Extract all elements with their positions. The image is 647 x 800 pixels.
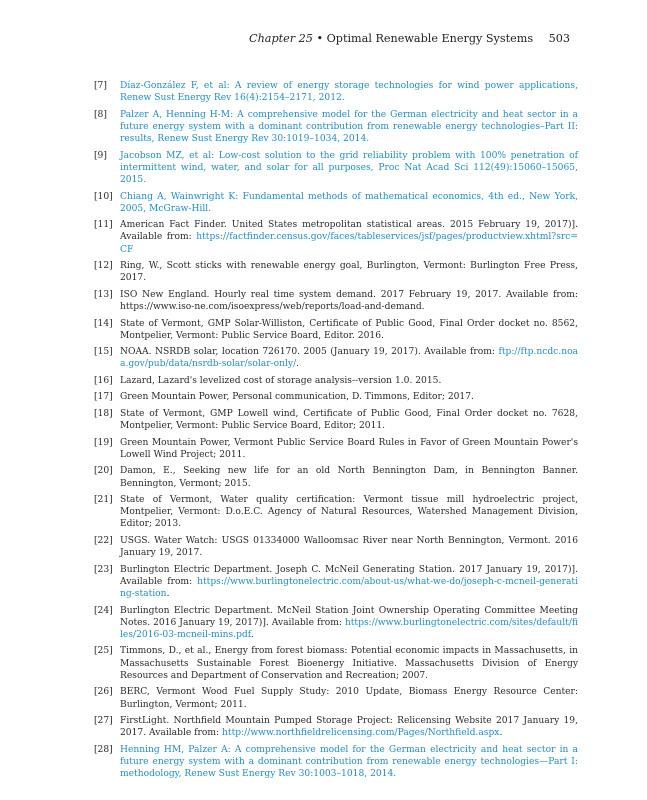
reference-text (120, 391, 578, 403)
reference-number: [19] (94, 437, 113, 448)
reference-text (120, 260, 578, 284)
header-bullet: • (316, 32, 324, 45)
reference-url-link[interactable]: ftp://ftp.ncdc.noaa.gov/pub/data/nsrdb-solar/solar-only/ (120, 347, 578, 370)
reference-number: [28] (94, 744, 113, 755)
reference-text (120, 408, 578, 432)
chapter-label: Chapter 25 (249, 32, 313, 45)
reference-citation: Ring, W., Scott sticks with renewable energy goal, Burlington, Vermont: Burlington Free Press, 2017. (120, 261, 578, 284)
reference-citation: FirstLight. Northfield Mountain Pumped Storage Project: Relicensing Website 2017 January 19, 2017. Available from: (120, 716, 578, 739)
reference-citation: Damon, E., Seeking new life for an old North Bennington Dam, in Bennington Banner. Bennington, Vermont; 2015. (120, 466, 578, 489)
reference-citation: Chiang A, Wainwright K: Fundamental methods of mathematical economics, 4th ed., New York, 2005, McGraw-Hill. (120, 191, 578, 214)
reference-text (120, 375, 578, 387)
reference-citation: State of Vermont, GMP Lowell wind, Certificate of Public Good, Final Order docket no. 7628, Montpelier, Vermont: Public Service Board, Editor; 2011. (120, 408, 578, 432)
reference-text[interactable] (120, 150, 578, 187)
reference-number: [23] (94, 564, 113, 575)
reference-item (94, 564, 578, 601)
reference-tail: . (499, 728, 503, 739)
reference-text (120, 686, 578, 710)
reference-item (94, 686, 578, 710)
reference-text (120, 645, 578, 682)
reference-item (94, 346, 578, 370)
reference-number: [16] (94, 375, 113, 386)
reference-text (120, 494, 578, 531)
reference-text (120, 346, 578, 370)
reference-citation: Palzer A, Henning H-M: A comprehensive model for the German electricity and heat sector in a future energy system with a dominant contribution from renewable energy technologies–Part II: results, Renew Sust Energy Rev 30:1019–1034, 2014. (120, 109, 578, 145)
reference-number: [20] (94, 466, 113, 477)
reference-citation: BERC, Vermont Wood Fuel Supply Study: 2010 Update, Biomass Energy Resource Center: Burlington, Vermont; 2011. (120, 687, 578, 710)
reference-citation: American Fact Finder. United States metropolitan statistical areas. 2015 February 19, 2017)]. Available from: (120, 220, 578, 243)
reference-number: [7] (94, 81, 107, 91)
reference-url-link[interactable]: https://www.burlingtonelectric.com/sites/default/files/2016-03-mcneil-mins.pdf (120, 617, 578, 640)
reference-item[interactable] (94, 109, 578, 146)
reference-number: [12] (94, 261, 113, 272)
reference-citation: ISO New England. Hourly real time system demand. 2017 February 19, 2017. Available from: https://www.iso-ne.com/isoexpress/web/reports/load-and-demand. (120, 289, 578, 313)
page-number: 503 (548, 32, 570, 45)
reference-citation: Burlington Electric Department. McNeil Station Joint Ownership Operating Committee Meeting Notes. 2016 January 19, 2017)]. Available from: (120, 605, 578, 628)
reference-item (94, 318, 578, 342)
reference-citation: State of Vermont, GMP Solar-Williston, Certificate of Public Good, Final Order docket no. 8562, Montpelier, Vermont: Public Service Board, Editor. 2016. (120, 318, 578, 341)
reference-text[interactable] (120, 80, 578, 104)
reference-number: [14] (94, 318, 113, 329)
reference-item (94, 375, 578, 387)
reference-text[interactable] (120, 109, 578, 146)
reference-number: [26] (94, 687, 113, 698)
reference-citation: Green Mountain Power, Personal communication, D. Timmons, Editor; 2017. (120, 392, 474, 403)
reference-item (94, 645, 578, 682)
reference-url-link[interactable]: http://www.northfieldrelicensing.com/Pages/Northfield.aspx (222, 728, 500, 739)
reference-number: [17] (94, 392, 113, 403)
reference-item (94, 437, 578, 461)
reference-citation: Henning HM, Palzer A: A comprehensive model for the German electricity and heat sector in a future energy system with a dominant contribution from renewable energy technologies—Part I: methodology, Renew Sust Energy Rev 30:1003–1018, 2014. (120, 744, 578, 780)
reference-text (120, 605, 578, 642)
reference-text (120, 465, 578, 489)
reference-text[interactable] (120, 744, 578, 781)
reference-text (120, 219, 578, 256)
reference-item (94, 535, 578, 559)
reference-item (94, 391, 578, 403)
reference-text (120, 289, 578, 313)
reference-citation: Jacobson MZ, et al: Low-cost solution to the grid reliability problem with 100% penetration of intermittent wind, water, and solar for all purposes, Proc Nat Acad Sci 112(49):15060–15065, 2015. (120, 150, 578, 186)
reference-item[interactable] (94, 191, 578, 215)
reference-citation: Burlington Electric Department. Joseph C. McNeil Generating Station. 2017 January 19, 2017)]. Available from: (120, 564, 578, 587)
reference-item (94, 715, 578, 739)
reference-text[interactable] (120, 191, 578, 215)
reference-url-link[interactable]: https://factfinder.census.gov/faces/tableservices/jsf/pages/productview.xhtml?src=CF (120, 232, 578, 255)
reference-number: [27] (94, 716, 113, 727)
reference-item (94, 494, 578, 531)
running-header (249, 32, 570, 45)
reference-citation: Lazard, Lazard's levelized cost of storage analysis--version 1.0. 2015. (120, 375, 442, 386)
reference-number: [18] (94, 408, 113, 419)
reference-number: [11] (94, 220, 113, 231)
chapter-title: Optimal Renewable Energy Systems (326, 32, 534, 45)
reference-item (94, 408, 578, 432)
reference-number: [15] (94, 347, 113, 358)
reference-citation: USGS. Water Watch: USGS 01334000 Walloomsac River near North Bennington, Vermont. 2016 January 19, 2017. (120, 535, 578, 559)
reference-citation: Díaz-González F, et al: A review of energy storage technologies for wind power applications, Renew Sust Energy Rev 16(4):2154–2171, 2012. (120, 81, 578, 104)
reference-item (94, 219, 578, 256)
reference-citation: Timmons, D., et al., Energy from forest biomass: Potential economic impacts in Massachusetts, in Massachusetts Sustainable Forest Bioenergy Initiative. Massachusetts Division of Energy Resources and Department of Conservation and Recreation; 2007. (120, 646, 578, 681)
reference-item[interactable] (94, 744, 578, 781)
reference-text (120, 564, 578, 601)
reference-url-link[interactable]: https://www.burlingtonelectric.com/about-us/what-we-do/joseph-c-mcneil-generating-station (120, 576, 578, 600)
reference-item[interactable] (94, 150, 578, 187)
reference-number: [24] (94, 605, 113, 616)
reference-number: [25] (94, 646, 113, 657)
reference-text (120, 535, 578, 559)
reference-text (120, 715, 578, 739)
reference-item[interactable] (94, 80, 578, 104)
reference-number: [22] (94, 535, 113, 546)
reference-number: [8] (94, 109, 107, 120)
reference-citation: State of Vermont, Water quality certification: Vermont tissue mill hydroelectric project, Montpelier, Vermont: D.o.E.C. Agency of Natural Resources, Watershed Management Division, Editor; 2013. (120, 495, 578, 530)
reference-tail: . (250, 629, 254, 640)
reference-tail: . (166, 589, 170, 600)
reference-citation: NOAA. NSRDB solar, location 726170. 2005 (January 19, 2017). Available from: (120, 347, 499, 358)
reference-citation: Green Mountain Power, Vermont Public Service Board Rules in Favor of Green Mountain Power's Lowell Wind Project; 2011. (120, 437, 578, 460)
reference-text (120, 437, 578, 461)
reference-tail: . (296, 359, 300, 370)
reference-number: [13] (94, 289, 113, 300)
reference-item (94, 605, 578, 642)
reference-item (94, 260, 578, 284)
reference-list (94, 80, 578, 785)
reference-number: [10] (94, 191, 113, 202)
reference-item (94, 289, 578, 313)
reference-number: [21] (94, 495, 113, 506)
reference-number: [9] (94, 150, 107, 161)
reference-item (94, 465, 578, 489)
reference-text (120, 318, 578, 342)
